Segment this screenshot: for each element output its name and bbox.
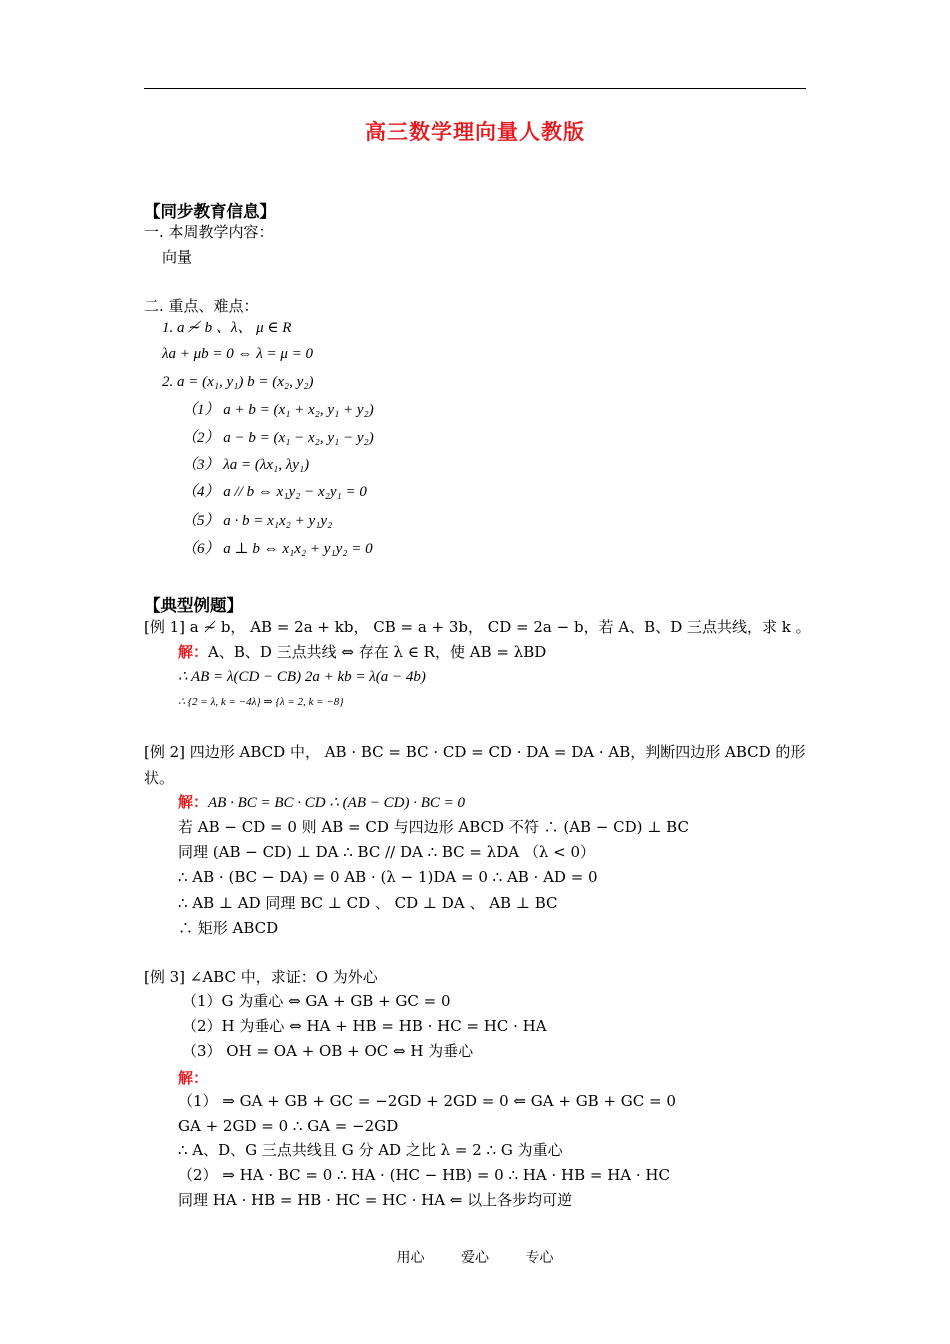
example-2-solution-line: 若 AB − CD = 0 则 AB = CD 与四边形 ABCD 不符 ∴ (AB − CD) ⊥ BC [178, 818, 689, 836]
solution-label: 解： [178, 793, 209, 811]
solution-text: A、B、D 三点共线 ⇔ 存在 λ ∈ R，使 AB = λBD [208, 643, 547, 661]
example-3-solution-line: ∴ A、D、G 三点共线且 G 分 AD 之比 λ = 2 ∴ G 为重心 [178, 1141, 563, 1159]
example-2-solution-line: 同理 (AB − CD) ⊥ DA ∴ BC // DA ∴ BC = λDA （λ < 0） [178, 843, 596, 861]
example-3-solution-line: GA + 2GD = 0 ∴ GA = −2GD [178, 1117, 399, 1135]
key-point-line: （2） a − b = (x₁ − x₂, y₁ − y₂) [182, 430, 374, 446]
example-1-solution-line: ∴ AB = λ(CD − CB) 2a + kb = λ(a − 4b) [178, 669, 426, 685]
section-heading-sync-info: 【同步教育信息】 [144, 202, 276, 221]
footer-text: 爱心 [461, 1250, 489, 1266]
example-2-solution-line: ∴ AB · (BC − DA) = 0 AB · (λ − 1)DA = 0 ∴ AB · AD = 0 [178, 868, 598, 886]
example-2-solution-line [178, 792, 465, 813]
example-3-part: （3） OH = OA + OB + OC ⇔ H 为垂心 [182, 1042, 474, 1060]
page-footer [0, 1247, 950, 1267]
teaching-content-label: 一. 本周教学内容： [144, 223, 274, 241]
key-points-label: 二. 重点、难点： [144, 297, 259, 315]
example-3-part: （1）G 为重心 ⇔ GA + GB + GC = 0 [182, 992, 451, 1010]
example-1-solution-line [178, 642, 546, 662]
solution-text: AB · BC = BC · CD ∴ (AB − CD) · BC = 0 [208, 795, 465, 811]
example-2-question: [例 2] 四边形 ABCD 中， AB · BC = BC · CD = CD · DA = DA · AB，判断四边形 ABCD 的形 [144, 743, 806, 761]
example-3-question: [例 3] ∠ABC 中，求证：O 为外心 [144, 968, 378, 986]
example-3-solution-line: （2） ⇒ HA · BC = 0 ∴ HA · (HC − HB) = 0 ∴ HA · HB = HA · HC [178, 1166, 670, 1184]
teaching-content-body: 向量 [162, 248, 193, 266]
example-2-question-cont: 状。 [144, 769, 175, 787]
key-point-line: （5） a · b = x₁x₂ + y₁y₂ [182, 513, 333, 529]
header-rule [144, 88, 806, 89]
key-point-line: 1. a ≁ b 、λ、 μ ∈ R [162, 320, 292, 336]
example-3-solution-line: （1） ⇒ GA + GB + GC = −2GD + 2GD = 0 ⇐ GA + GB + GC = 0 [178, 1092, 676, 1110]
key-point-line: （6） a ⊥ b ⇔ x₁x₂ + y₁y₂ = 0 [182, 541, 373, 557]
example-1-question: [例 1] a ≁ b， AB = 2a + kb， CB = a + 3b， CD = 2a − b，若 A、B、D 三点共线，求 k 。 [144, 618, 811, 636]
example-2-solution-line: ∴ AB ⊥ AD 同理 BC ⊥ CD 、 CD ⊥ DA 、 AB ⊥ BC [178, 894, 558, 912]
key-point-line: （3） λa = (λx₁, λy₁) [182, 457, 310, 473]
example-1-solution-line: ∴ {2 = λ, k = −4λ} ⇒ {λ = 2, k = −8} [178, 696, 344, 708]
key-point-line: （4） a // b ⇔ x₁y₂ − x₂y₁ = 0 [182, 484, 367, 500]
solution-label: 解： [178, 643, 209, 661]
example-3-solution-line: 同理 HA · HB = HB · HC = HC · HA ⇐ 以上各步均可逆 [178, 1191, 573, 1209]
footer-text: 用心 [396, 1250, 425, 1266]
footer-text: 专心 [525, 1250, 554, 1266]
key-point-line: 2. a = (x₁, y₁) b = (x₂, y₂) [162, 374, 314, 390]
example-3-part: （2）H 为垂心 ⇔ HA + HB = HB · HC = HC · HA [182, 1017, 547, 1035]
key-point-line: λa + μb = 0 ⇔ λ = μ = 0 [162, 346, 314, 362]
page-title: 高三数学理向量人教版 [365, 119, 585, 144]
section-heading-examples: 【典型例题】 [144, 596, 243, 615]
solution-label: 解： [178, 1069, 209, 1087]
key-point-line: （1） a + b = (x₁ + x₂, y₁ + y₂) [182, 402, 374, 418]
example-2-solution-line: ∴ 矩形 ABCD [178, 919, 279, 937]
